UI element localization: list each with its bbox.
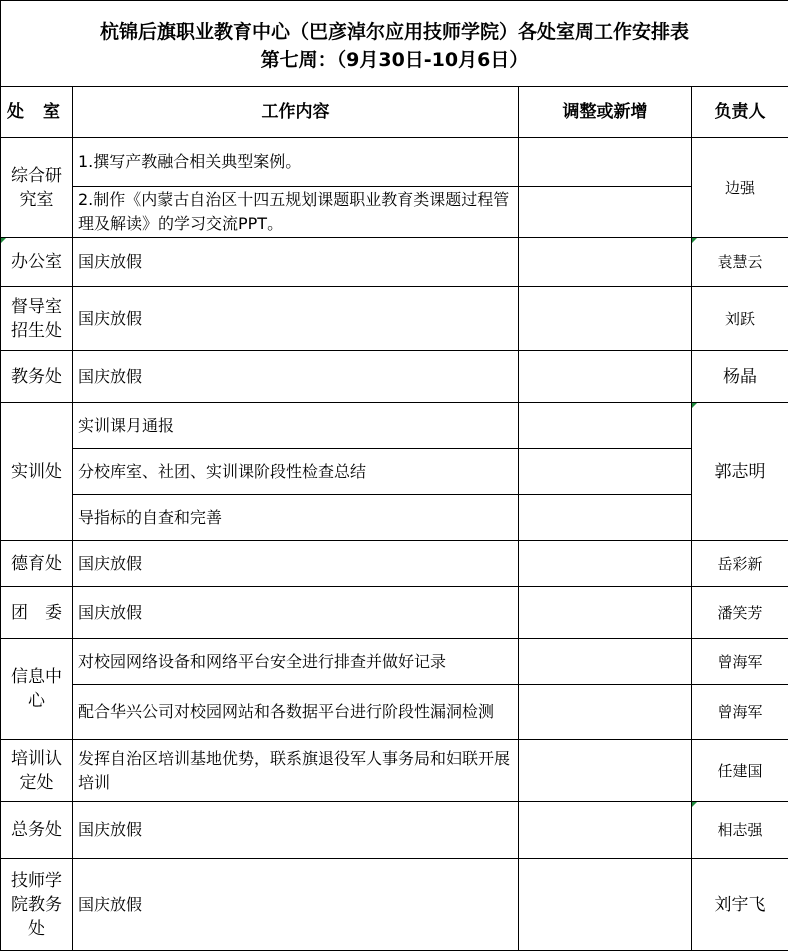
person-cell: 曾海军	[692, 685, 788, 740]
table-row	[1, 287, 788, 351]
table-row	[1, 639, 788, 685]
table-row	[1, 187, 788, 238]
dept-cell: 教务处	[1, 351, 73, 403]
content-cell: 国庆放假	[73, 351, 519, 403]
content-cell: 国庆放假	[73, 541, 519, 587]
adjust-cell	[519, 449, 692, 495]
content-cell: 国庆放假	[73, 287, 519, 351]
dept-cell: 总务处	[1, 802, 73, 859]
dept-cell: 综合研究室	[1, 138, 73, 238]
content-cell: 分校库室、社团、实训课阶段性检查总结	[73, 449, 519, 495]
content-cell: 国庆放假	[73, 802, 519, 859]
table-row	[1, 351, 788, 403]
dept-cell: 培训认定处	[1, 740, 73, 802]
content-cell: 国庆放假	[73, 587, 519, 639]
content-cell: 实训课月通报	[73, 403, 519, 449]
table-row	[1, 685, 788, 740]
table-row	[1, 859, 788, 951]
person-cell: 郭志明	[692, 403, 788, 541]
content-cell: 导指标的自查和完善	[73, 495, 519, 541]
adjust-cell	[519, 495, 692, 541]
dept-cell: 技师学院教务处	[1, 859, 73, 951]
content-cell: 1.撰写产教融合相关典型案例。	[73, 138, 519, 187]
dept-cell: 德育处	[1, 541, 73, 587]
header-adjust: 调整或新增	[519, 87, 692, 138]
person-cell: 刘跃	[692, 287, 788, 351]
adjust-cell	[519, 187, 692, 238]
table-row	[1, 238, 788, 287]
header-row	[1, 87, 788, 138]
table-row	[1, 495, 788, 541]
table-row	[1, 740, 788, 802]
header-person: 负责人	[692, 87, 788, 138]
dept-cell: 团 委	[1, 587, 73, 639]
adjust-cell	[519, 802, 692, 859]
adjust-cell	[519, 138, 692, 187]
person-cell: 任建国	[692, 740, 788, 802]
table-title	[1, 1, 788, 87]
adjust-cell	[519, 541, 692, 587]
adjust-cell	[519, 287, 692, 351]
person-cell: 岳彩新	[692, 541, 788, 587]
dept-cell: 办公室	[1, 238, 73, 287]
title-line-2: 第七周：（9月30日-10月6日）	[260, 48, 529, 71]
person-cell: 潘笑芳	[692, 587, 788, 639]
person-cell: 边强	[692, 138, 788, 238]
adjust-cell	[519, 587, 692, 639]
content-cell: 国庆放假	[73, 859, 519, 951]
adjust-cell	[519, 685, 692, 740]
adjust-cell	[519, 238, 692, 287]
title-line-1: 杭锦后旗职业教育中心（巴彦淖尔应用技师学院）各处室周工作安排表	[100, 20, 690, 43]
adjust-cell	[519, 740, 692, 802]
person-cell: 袁慧云	[692, 238, 788, 287]
adjust-cell	[519, 403, 692, 449]
person-cell: 杨晶	[692, 351, 788, 403]
dept-cell: 督导室招生处	[1, 287, 73, 351]
content-cell: 对校园网络设备和网络平台安全进行排查并做好记录	[73, 639, 519, 685]
content-cell: 2.制作《内蒙古自治区十四五规划课题职业教育类课题过程管理及解读》的学习交流PPT。	[73, 187, 519, 238]
person-cell: 刘宇飞	[692, 859, 788, 951]
table-row	[1, 802, 788, 859]
content-cell: 国庆放假	[73, 238, 519, 287]
person-cell: 曾海军	[692, 639, 788, 685]
adjust-cell	[519, 351, 692, 403]
adjust-cell	[519, 639, 692, 685]
table-row	[1, 541, 788, 587]
table-row	[1, 138, 788, 187]
table-row	[1, 587, 788, 639]
adjust-cell	[519, 859, 692, 951]
content-cell: 配合华兴公司对校园网站和各数据平台进行阶段性漏洞检测	[73, 685, 519, 740]
dept-cell: 信息中心	[1, 639, 73, 740]
dept-cell: 实训处	[1, 403, 73, 541]
header-dept: 处 室	[1, 87, 73, 138]
header-content: 工作内容	[73, 87, 519, 138]
table-row	[1, 449, 788, 495]
table-row	[1, 403, 788, 449]
person-cell: 相志强	[692, 802, 788, 859]
content-cell: 发挥自治区培训基地优势，联系旗退役军人事务局和妇联开展培训	[73, 740, 519, 802]
